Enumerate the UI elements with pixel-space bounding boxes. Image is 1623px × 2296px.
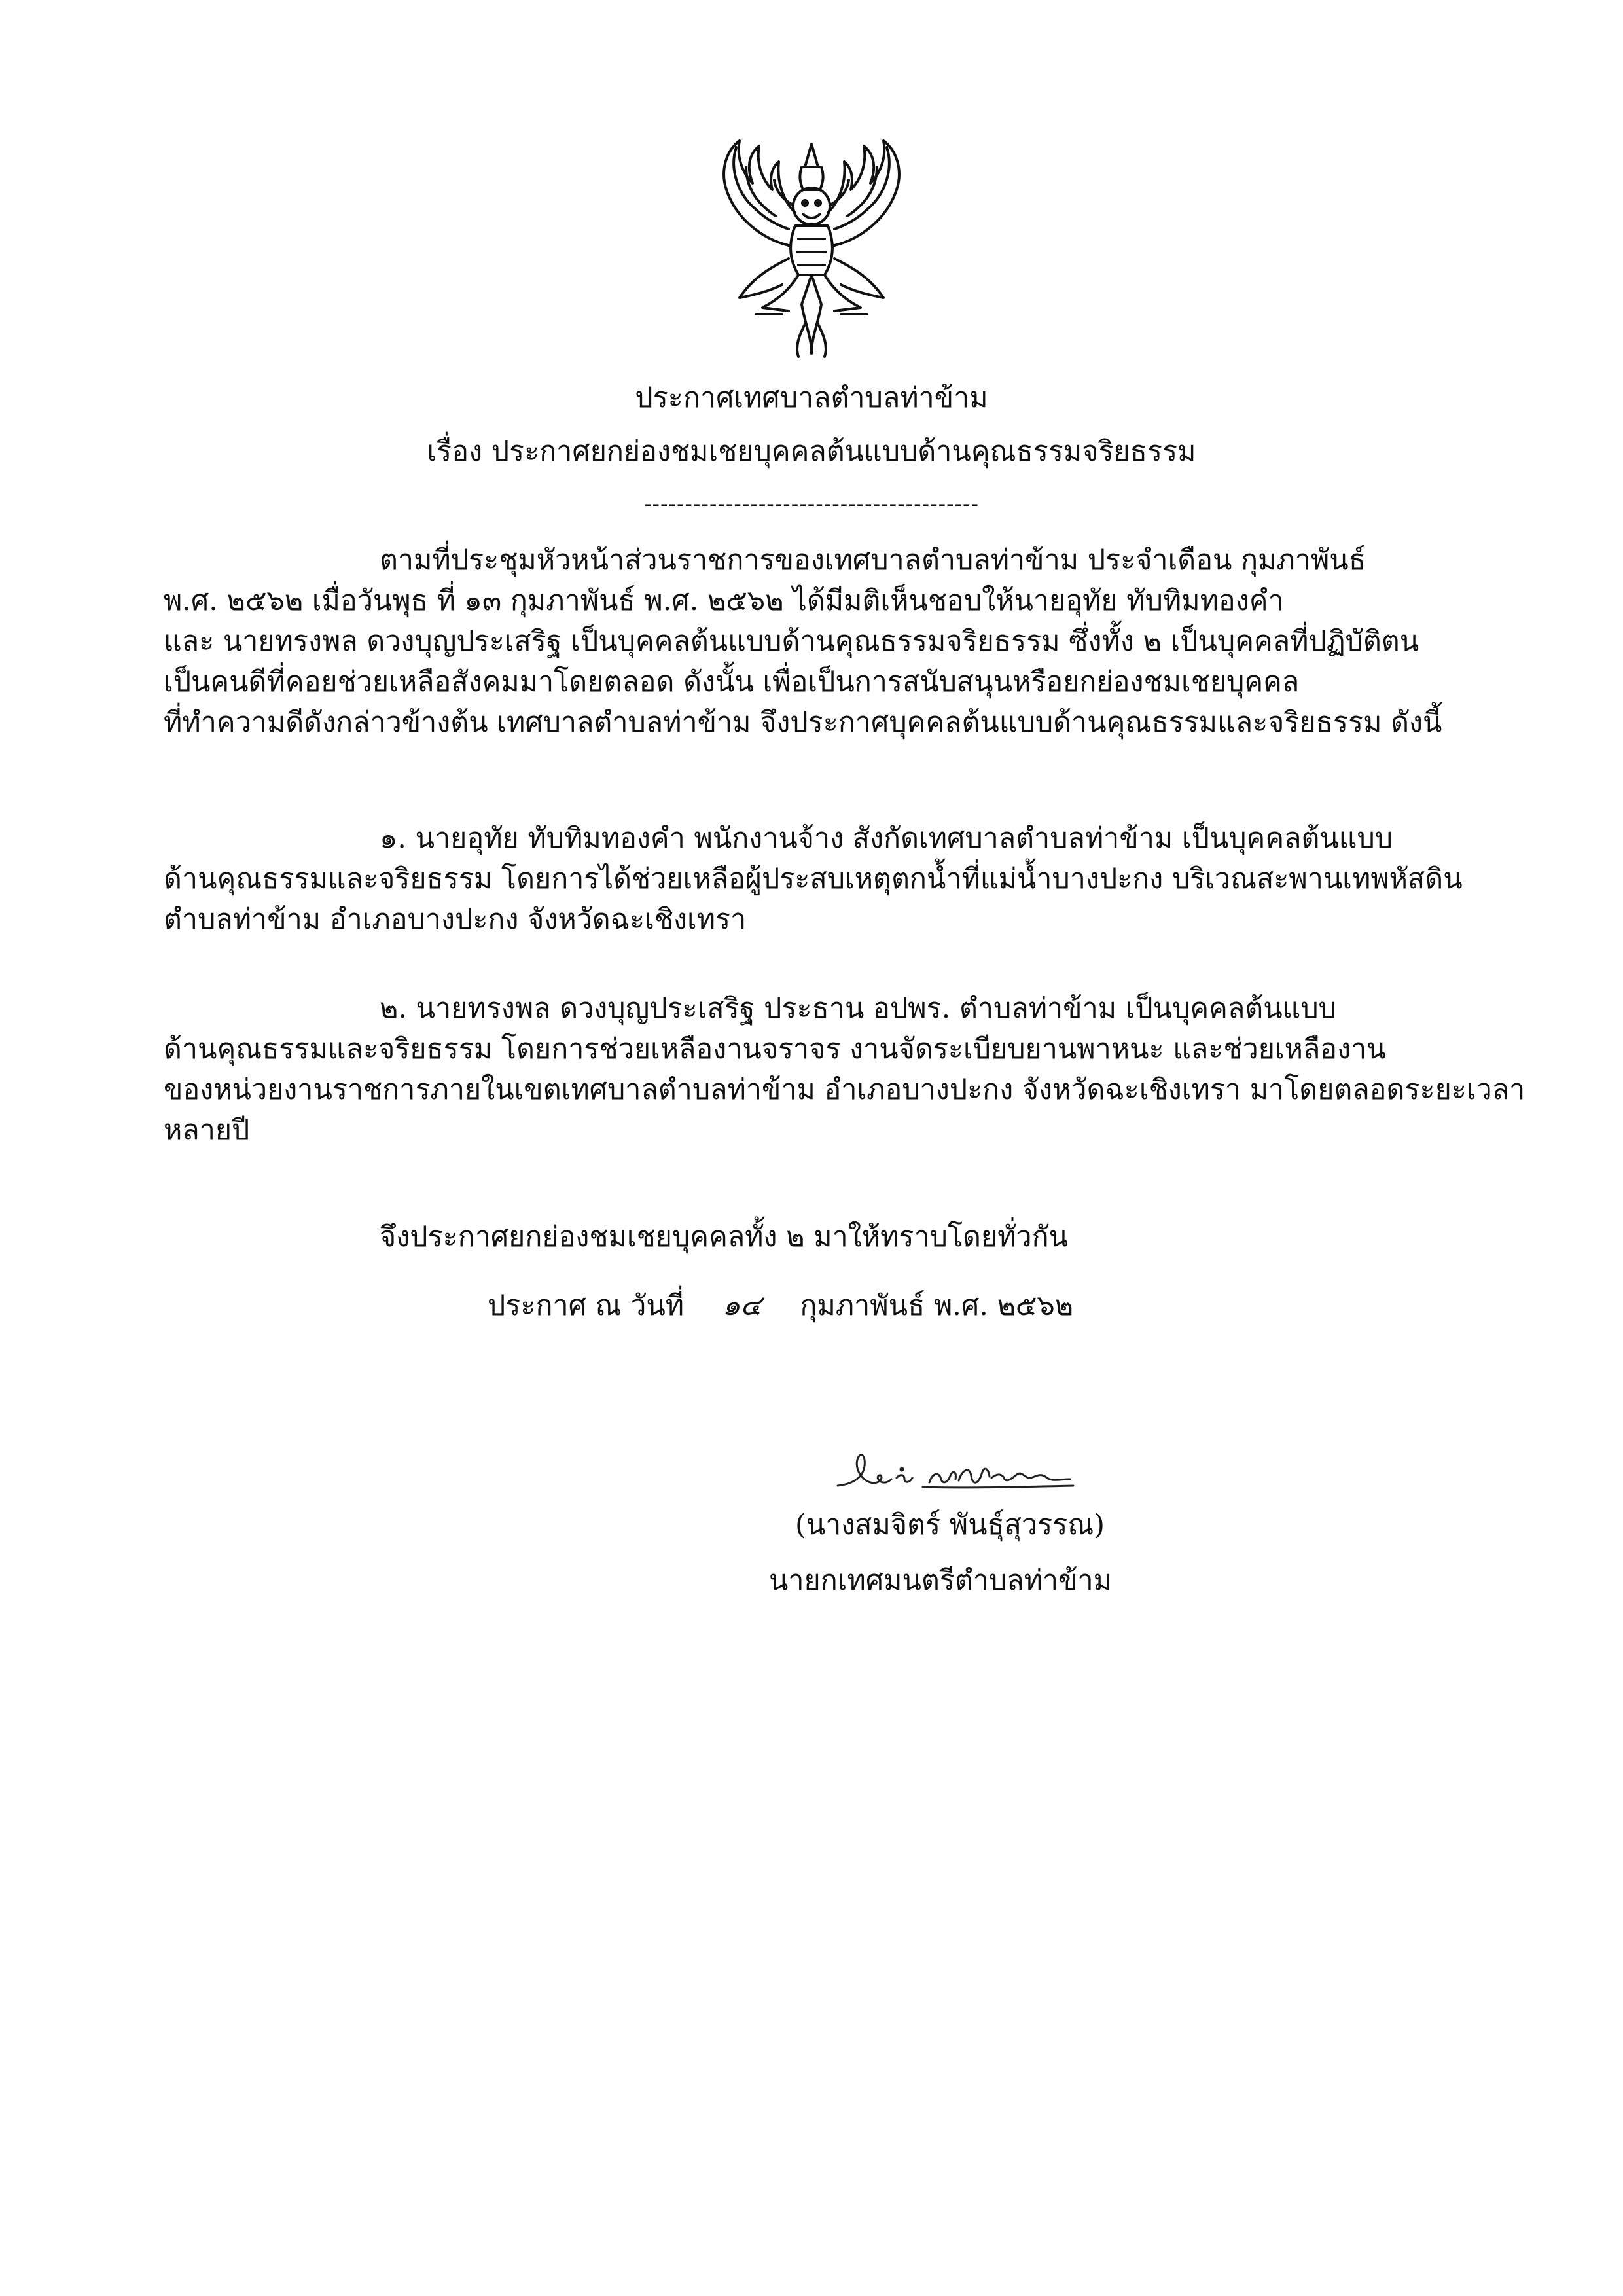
date-prefix: ประกาศ ณ วันที่ (488, 1289, 685, 1322)
item-2-paragraph (164, 988, 1525, 1151)
handwritten-signature (831, 1440, 1077, 1499)
paragraph-line: หลายปี (164, 1114, 250, 1147)
date-line (488, 1286, 1073, 1325)
paragraph-line: ๒. นายทรงพล ดวงบุญประเสริฐ ประธาน อปพร. ตำบลท่าข้าม เป็นบุคคลต้นแบบ (380, 992, 1336, 1025)
paragraph-line: ตำบลท่าข้าม อำเภอบางปะกง จังหวัดฉะเชิงเทรา (164, 903, 747, 936)
paragraph-line: พ.ศ. ๒๕๖๒ เมื่อวันพุธ ที่ ๑๓ กุมภาพันธ์ พ.ศ. ๒๕๖๒ ได้มีมติเห็นชอบให้นายอุทัย ทับทิมทองคำ (164, 584, 1284, 617)
paragraph-line: ด้านคุณธรรมและจริยธรรม โดยการได้ช่วยเหลือผู้ประสบเหตุตกน้ำที่แม่น้ำบางปะกง บริเวณสะพานเทพหัสดิน (164, 863, 1463, 895)
item-1-paragraph (164, 818, 1463, 940)
paragraph-line: และ นายทรงพล ดวงบุญประเสริฐ เป็นบุคคลต้นแบบด้านคุณธรรมจริยธรรม ซึ่งทั้ง ๒ เป็นบุคคลที่ปฏิบัติตน (164, 625, 1419, 658)
garuda-emblem-icon (690, 128, 933, 367)
paragraph-line: เป็นคนดีที่คอยช่วยเหลือสังคมมาโดยตลอด ดังนั้น เพื่อเป็นการสนับสนุนหรือยกย่องชมเชยบุคคล (164, 666, 1300, 698)
closing-statement: จึงประกาศยกย่องชมเชยบุคคลทั้ง ๒ มาให้ทราบโดยทั่วกัน (380, 1221, 1069, 1253)
paragraph-line: ด้านคุณธรรมและจริยธรรม โดยการช่วยเหลืองานจราจร งานจัดระเบียบยานพาหนะ และช่วยเหลืองาน (164, 1033, 1386, 1066)
paragraph-line: ที่ทำความดีดังกล่าวข้างต้น เทศบาลตำบลท่าข้าม จึงประกาศบุคคลต้นแบบด้านคุณธรรมและจริยธรรม ดังนี้ (164, 706, 1442, 739)
date-day: ๑๔ (722, 1289, 762, 1322)
paragraph-line: ของหน่วยงานราชการภายในเขตเทศบาลตำบลท่าข้าม อำเภอบางปะกง จังหวัดฉะเชิงเทรา มาโดยตลอดระยะเวลา (164, 1073, 1525, 1106)
announcement-title: ประกาศเทศบาลตำบลท่าข้าม (635, 382, 988, 414)
paragraph-line: ๑. นายอุทัย ทับทิมทองคำ พนักงานจ้าง สังกัดเทศบาลตำบลท่าข้าม เป็นบุคคลต้นแบบ (380, 822, 1393, 855)
title-separator: ----------------------------------------- (643, 491, 980, 517)
announcement-subject: เรื่อง ประกาศยกย่องชมเชยบุคคลต้นแบบด้านคุณธรรมจริยธรรม (427, 435, 1196, 468)
signatory-name: (นางสมจิตร์ พันธุ์สุวรรณ) (795, 1509, 1105, 1541)
intro-paragraph (164, 540, 1463, 743)
signatory-position: นายกเทศมนตรีตำบลท่าข้าม (769, 1564, 1112, 1597)
paragraph-line: ตามที่ประชุมหัวหน้าส่วนราชการของเทศบาลตำบลท่าข้าม ประจำเดือน กุมภาพันธ์ (380, 544, 1366, 577)
date-month-year: กุมภาพันธ์ พ.ศ. ๒๕๖๒ (800, 1289, 1074, 1322)
